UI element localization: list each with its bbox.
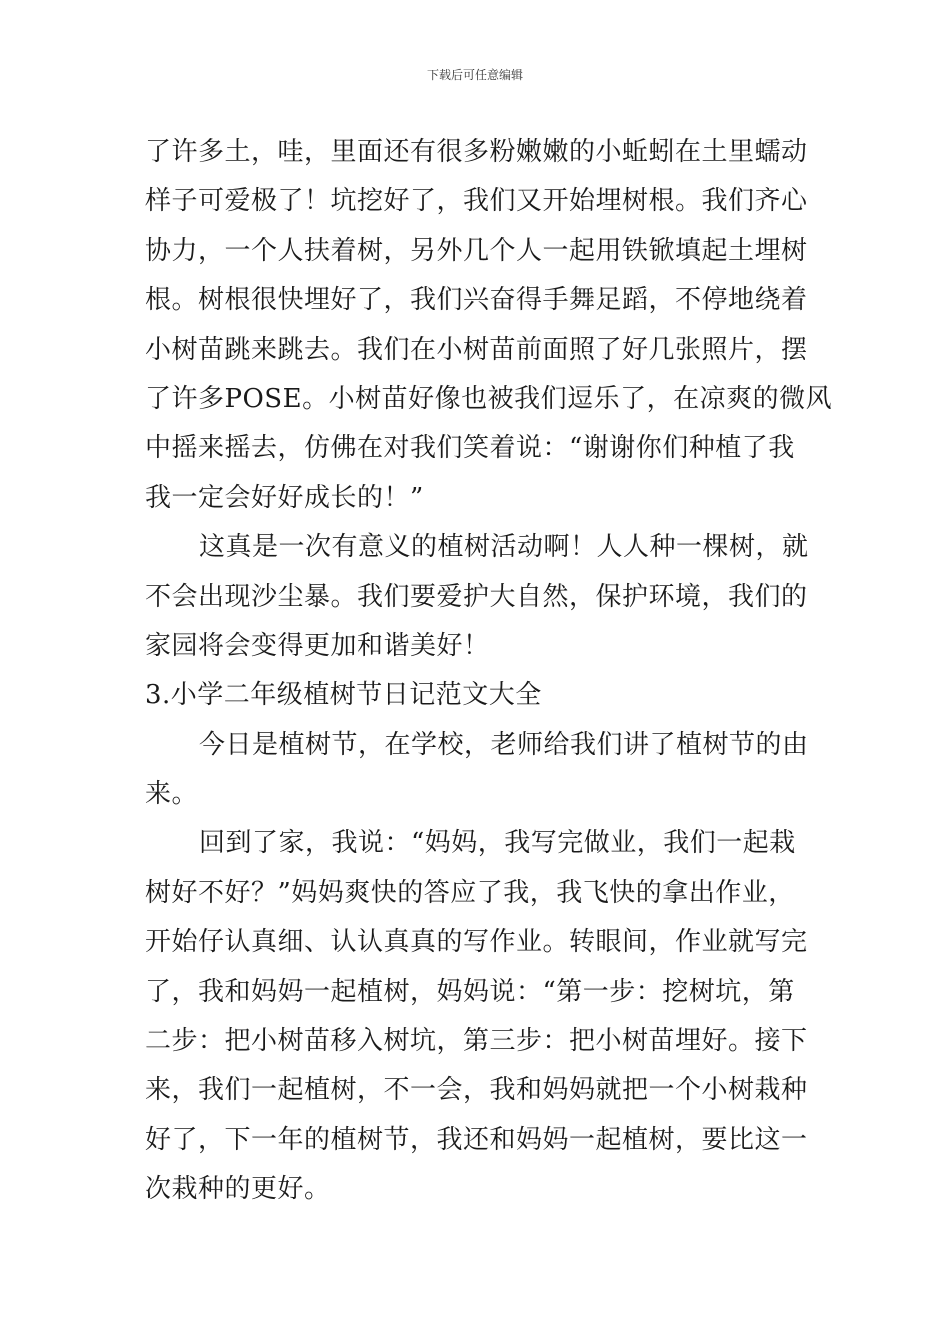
text-line: 来，我们一起植树，不一会，我和妈妈就把一个小树栽种	[145, 1075, 808, 1106]
text-line: 了许多土，哇，里面还有很多粉嫩嫩的小蚯蚓在土里蠕动	[145, 137, 808, 167]
text-line: 不会出现沙尘暴。我们要爱护大自然，保护环境，我们的	[145, 581, 808, 612]
text-line: 二步：把小树苗移入树坑，第三步：把小树苗埋好。接下	[145, 1026, 808, 1057]
text-line: 小树苗跳来跳去。我们在小树苗前面照了好几张照片，摆	[145, 334, 808, 365]
text-line: 协力，一个人扶着树，另外几个人一起用铁锨填起土埋树	[145, 235, 808, 266]
text-line: 次栽种的更好。	[145, 1174, 331, 1205]
text-line: 了，我和妈妈一起植树，妈妈说：“第一步：挖树坑，第	[145, 976, 795, 1007]
paragraph-start-line: 回到了家，我说：“妈妈，我写完做业，我们一起栽	[199, 828, 796, 859]
section-heading: 3.小学二年级植树节日记范文大全	[145, 680, 542, 711]
text-line: 样子可爱极了！坑挖好了，我们又开始埋树根。我们齐心	[145, 186, 808, 217]
page-header-note: 下载后可任意编辑	[426, 68, 523, 82]
paragraph-start-line: 这真是一次有意义的植树活动啊！人人种一棵树，就	[199, 532, 809, 563]
text-line: 好了，下一年的植树节，我还和妈妈一起植树，要比这一	[145, 1124, 808, 1155]
text-line: 中摇来摇去，仿佛在对我们笑着说：“谢谢你们种植了我	[145, 433, 795, 464]
text-line: 了许多POSE。小树苗好像也被我们逗乐了，在凉爽的微风	[145, 383, 833, 414]
paragraph-start-line: 今日是植树节，在学校，老师给我们讲了植树节的由	[199, 729, 809, 760]
text-line: 来。	[145, 779, 199, 810]
text-line: 开始仔认真细、认认真真的写作业。转眼间，作业就写完	[145, 927, 808, 958]
text-line: 根。树根很快埋好了，我们兴奋得手舞足蹈，不停地绕着	[145, 285, 808, 316]
text-line: 树好不好？”妈妈爽快的答应了我，我飞快的拿出作业，	[145, 877, 795, 908]
document-body	[145, 128, 833, 1215]
text-line: 家园将会变得更加和谐美好！	[145, 630, 490, 661]
text-line: 我一定会好好成长的！”	[145, 482, 424, 513]
